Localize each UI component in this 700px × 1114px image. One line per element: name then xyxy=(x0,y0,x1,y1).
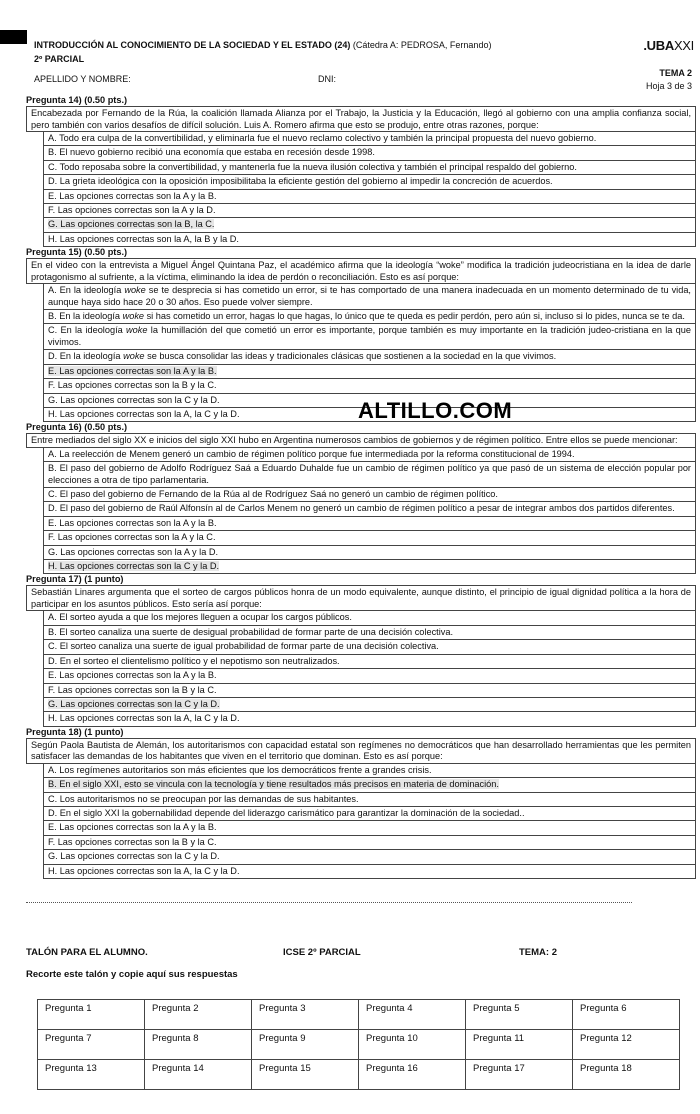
answer-cell[interactable]: Pregunta 16 xyxy=(359,1060,466,1090)
option-body: E. Las opciones correctas son la A y la B. xyxy=(48,190,217,201)
answer-option xyxy=(44,669,695,683)
answer-option xyxy=(44,448,695,462)
option-prefix: D. En la ideología xyxy=(48,351,124,362)
answer-cell[interactable]: Pregunta 11 xyxy=(466,1030,573,1060)
option-text xyxy=(48,713,240,723)
option-body: F. Las opciones correctas son la A y la D. xyxy=(48,205,216,216)
answer-grid-row xyxy=(38,1030,680,1060)
watermark: ALTILLO.COM xyxy=(358,398,513,423)
answer-option xyxy=(44,462,695,488)
option-body: G. Las opciones correctas son la C y la D. xyxy=(48,851,220,862)
option-text xyxy=(48,234,239,244)
answer-option xyxy=(44,350,695,364)
answer-cell[interactable]: Pregunta 3 xyxy=(252,1000,359,1030)
option-text xyxy=(48,656,340,666)
answer-option xyxy=(44,379,695,393)
exam-subtitle: 2º PARCIAL xyxy=(34,54,85,64)
option-text xyxy=(48,191,217,201)
option-body: F. Las opciones correctas son la B y la C. xyxy=(48,836,217,847)
answer-cell[interactable]: Pregunta 6 xyxy=(573,1000,680,1030)
highlighted-option-text xyxy=(48,366,217,376)
question-block xyxy=(26,727,696,879)
option-body: H. Las opciones correctas son la A, la C y la D. xyxy=(48,713,240,724)
cut-line xyxy=(26,902,632,903)
option-body: E. Las opciones correctas son la A y la B. xyxy=(48,517,217,528)
answer-grid-row xyxy=(38,1000,680,1030)
answer-cell[interactable]: Pregunta 8 xyxy=(145,1030,252,1060)
option-body: F. Las opciones correctas son la A y la C. xyxy=(48,532,216,543)
option-body: E. Las opciones correctas son la A y la B. xyxy=(48,822,217,833)
answer-option xyxy=(44,821,695,835)
option-body: D. El paso del gobierno de Raúl Alfonsín al de Carlos Menem no generó un cambio de régimen político a pesar de integrar ambos dos partidos diferentes. xyxy=(48,503,675,514)
page-number: Hoja 3 de 3 xyxy=(645,81,692,91)
answer-option xyxy=(44,284,695,310)
apellido-label: APELLIDO Y NOMBRE: xyxy=(34,74,131,84)
option-text xyxy=(48,685,217,695)
answer-cell[interactable]: Pregunta 14 xyxy=(145,1060,252,1090)
option-text xyxy=(48,285,691,306)
options-list xyxy=(43,611,696,726)
option-body: G. Las opciones correctas son la A y la D. xyxy=(48,546,219,557)
answer-cell[interactable]: Pregunta 17 xyxy=(466,1060,573,1090)
corner-black-bar xyxy=(0,30,27,44)
uba-xxi-logo xyxy=(643,38,694,53)
answer-option xyxy=(44,161,695,175)
answer-cell[interactable]: Pregunta 18 xyxy=(573,1060,680,1090)
question-block xyxy=(26,247,696,422)
answer-cell[interactable]: Pregunta 7 xyxy=(38,1030,145,1060)
talon-exam-name: ICSE 2º PARCIAL xyxy=(283,947,361,958)
question-stem: Encabezada por Fernando de la Rúa, la coalición llamada Alianza por el Trabajo, la Justicia y la Educación, llegó al gobierno con una amplia confianza social, pero también con varios desafíos de difícil solución. Luis A. Romero afirma que esto se produjo, entre otras razones, porque: xyxy=(26,106,696,132)
answer-cell[interactable]: Pregunta 10 xyxy=(359,1030,466,1060)
answer-option xyxy=(44,218,695,232)
answer-option xyxy=(44,546,695,560)
answer-option xyxy=(44,684,695,698)
answer-cell[interactable]: Pregunta 12 xyxy=(573,1030,680,1060)
answer-option xyxy=(44,807,695,821)
option-text xyxy=(48,325,691,346)
question-block xyxy=(26,422,696,574)
answer-option xyxy=(44,850,695,864)
course-title xyxy=(34,40,491,50)
catedra-text: (Cátedra A: PEDROSA, Fernando) xyxy=(352,40,492,50)
answer-cell[interactable]: Pregunta 9 xyxy=(252,1030,359,1060)
option-body: F. Las opciones correctas son la B y la C. xyxy=(48,380,217,391)
option-text xyxy=(48,449,575,459)
option-prefix: C. En la ideología xyxy=(48,325,127,336)
option-body: la humillación del que cometió un error es importante, porque también es muy importante en la tradición judeo-cristiana en la que vivimos. xyxy=(48,325,691,347)
highlighted-option-text xyxy=(48,779,499,789)
option-body: H. Las opciones correctas son la A, la C y la D. xyxy=(48,865,240,876)
option-text xyxy=(48,641,439,651)
answer-option xyxy=(44,324,695,350)
option-body: C. Los autoritarismos no se preocupan por las demandas de sus habitantes. xyxy=(48,793,359,804)
option-body: H. Las opciones correctas son la A, la C y la D. xyxy=(48,408,240,419)
recorte-instruction: Recorte este talón y copie aquí sus respuestas xyxy=(26,969,238,980)
option-emphasis: woke xyxy=(123,351,145,362)
option-body: E. Las opciones correctas son la A y la B. xyxy=(48,670,217,681)
option-body: B. En el siglo XXI, esto se vincula con la tecnología y tiene resultados más precisos en materia de dominación. xyxy=(48,779,499,790)
answer-cell[interactable]: Pregunta 13 xyxy=(38,1060,145,1090)
answer-option xyxy=(44,611,695,625)
answer-option xyxy=(44,560,695,574)
talon-tema: TEMA: 2 xyxy=(519,947,557,958)
option-body: A. Los regímenes autoritarios son más eficientes que los democráticos frente a grandes crisis. xyxy=(48,764,432,775)
question-stem: Entre mediados del siglo XX e inicios del siglo XXI hubo en Argentina numerosos cambios de gobiernos y de régimen político. Entre ellos se puede mencionar: xyxy=(26,433,696,448)
question-heading: Pregunta 17) (1 punto) xyxy=(26,574,124,585)
logo-xxi: XXI xyxy=(673,38,694,53)
option-prefix: B. En la ideología xyxy=(48,311,123,322)
option-prefix: A. En la ideología xyxy=(48,285,125,296)
answer-cell[interactable]: Pregunta 5 xyxy=(466,1000,573,1030)
option-body: G. Las opciones correctas son la B, la C. xyxy=(48,219,215,230)
option-body: G. Las opciones correctas son la C y la D. xyxy=(48,394,220,405)
option-body: C. Todo reposaba sobre la convertibilidad, y mantenerla fue la nueva ilusión colectiva y también el principal respaldo del gobierno. xyxy=(48,161,577,172)
option-text xyxy=(48,547,218,557)
question-block xyxy=(26,574,696,726)
option-text xyxy=(48,311,685,321)
answer-cell[interactable]: Pregunta 1 xyxy=(38,1000,145,1030)
option-body: B. El sorteo canaliza una suerte de desigual probabilidad de formar parte de una decisión colectiva. xyxy=(48,626,454,637)
answer-option xyxy=(44,764,695,778)
answer-option xyxy=(44,310,695,324)
option-text xyxy=(48,627,453,637)
option-body: G. Las opciones correctas son la C y la D. xyxy=(48,698,220,709)
answer-option xyxy=(44,836,695,850)
question-heading: Pregunta 14) (0.50 pts.) xyxy=(26,95,128,105)
logo-uba: .UBA xyxy=(643,38,674,53)
option-body: se busca consolidar las ideas y tradicionales clásicas que sostienen a la sociedad en la que vivimos. xyxy=(144,351,557,362)
option-text xyxy=(48,837,217,847)
option-emphasis: woke xyxy=(126,325,148,336)
question-stem: Según Paola Bautista de Alemán, los autoritarismos con capacidad estatal son regímenes no democráticos que han desarrollado herramientas que les permiten satisfacer las demandas de los habitantes que viven en el territorio que dominan. Esto es así porque: xyxy=(26,738,696,764)
answer-option xyxy=(44,698,695,712)
option-body: D. En el sorteo el clientelismo político y el nepotismo son neutralizados. xyxy=(48,655,340,666)
option-text xyxy=(48,395,220,405)
question-stem: Sebastián Linares argumenta que el sorteo de cargos públicos honra de un modo equivalente, aunque distinto, el principio de igual dignidad política a la hora de participar en los asuntos públicos. Esto sería así porque: xyxy=(26,585,696,611)
option-text xyxy=(48,808,525,818)
highlighted-option-text xyxy=(48,699,220,709)
option-text xyxy=(48,133,596,143)
talon-label: TALÓN PARA EL ALUMNO. xyxy=(26,947,148,958)
option-body: A. El sorteo ayuda a que los mejores lleguen a ocupar los cargos públicos. xyxy=(48,612,352,623)
answer-option xyxy=(44,502,695,516)
option-body: E. Las opciones correctas son la A y la B. xyxy=(48,365,217,376)
option-text xyxy=(48,851,220,861)
answer-option xyxy=(44,626,695,640)
option-text xyxy=(48,176,553,186)
answer-option xyxy=(44,132,695,146)
option-body: A. La reelección de Menem generó un cambio de régimen político porque fue intermediada por la reforma constitucional de 1994. xyxy=(48,448,575,459)
options-list xyxy=(43,448,696,575)
option-text xyxy=(48,205,216,215)
answer-option xyxy=(44,865,695,879)
option-body: se te desprecia si has cometido un error, si te has comportado de una manera inadecuada en un momento determinado de tu vida, aunque haya sido hace 20 o 30 años. Eso puede volver siempre. xyxy=(48,285,691,307)
option-body: F. Las opciones correctas son la B y la C. xyxy=(48,684,217,695)
option-emphasis: woke xyxy=(124,285,146,296)
option-body: D. La grieta ideológica con la oposición imposibilitaba la eficiente gestión del gobierno al impedir la concreción de acuerdos. xyxy=(48,176,553,187)
option-body: A. Todo era culpa de la convertibilidad, y eliminarla fue el nuevo reclamo colectivo y también la principal propuesta del nuevo gobierno. xyxy=(48,133,597,143)
answer-option xyxy=(44,365,695,379)
option-body: H. Las opciones correctas son la C y la D. xyxy=(48,561,220,572)
option-text xyxy=(48,380,217,390)
option-body: D. En el siglo XXI la gobernabilidad depende del liderazgo carismático para garantizar la dominación de la sociedad.. xyxy=(48,807,525,818)
option-body: B. El paso del gobierno de Adolfo Rodríguez Saá a Eduardo Duhalde fue un cambio de régimen político ya que pasó de un sistema de elección popular por elecciones a otra de tipo parlamentaria. xyxy=(48,463,691,485)
question-heading: Pregunta 15) (0.50 pts.) xyxy=(26,247,128,258)
option-body: B. El nuevo gobierno recibió una economía que estaba en recesión desde 1998. xyxy=(48,147,375,158)
question-heading: Pregunta 18) (1 punto) xyxy=(26,726,124,737)
highlighted-option-text xyxy=(48,561,219,571)
option-text xyxy=(48,351,556,361)
option-text xyxy=(48,162,577,172)
option-text xyxy=(48,866,240,876)
option-body: si has cometido un error, hagas lo que hagas, lo único que te queda es pedir perdón, pero aún si, incluso si lo pides, nunca se te da. xyxy=(144,311,685,322)
answer-cell[interactable]: Pregunta 15 xyxy=(252,1060,359,1090)
answer-cell[interactable]: Pregunta 2 xyxy=(145,1000,252,1030)
answer-option xyxy=(44,175,695,189)
question-heading: Pregunta 16) (0.50 pts.) xyxy=(26,422,128,433)
answer-option xyxy=(44,146,695,160)
option-text xyxy=(48,503,675,513)
answer-option xyxy=(44,517,695,531)
answer-option xyxy=(44,233,695,247)
course-title-text: INTRODUCCIÓN AL CONOCIMIENTO DE LA SOCIEDAD Y EL ESTADO (24) xyxy=(34,40,351,50)
option-body: C. El sorteo canaliza una suerte de igual probabilidad de formar parte de una decisión colectiva. xyxy=(48,641,439,652)
question-stem: En el video con la entrevista a Miguel Ángel Quintana Paz, el académico afirma que la ideología “woke” modifica la tradición judeocristiana en la idea de darle protagonismo al sufriente, a la víctima, eliminando la idea de perdón o reconciliación. Esto es así porque: xyxy=(26,258,696,284)
answer-option xyxy=(44,488,695,502)
answer-option xyxy=(44,655,695,669)
option-text xyxy=(48,147,375,157)
answer-grid xyxy=(37,999,680,1090)
option-emphasis: woke xyxy=(122,311,145,322)
answer-option xyxy=(44,712,695,726)
option-text xyxy=(48,463,691,484)
option-text xyxy=(48,409,240,419)
option-text xyxy=(48,794,359,804)
tema-label: TEMA 2 xyxy=(659,68,692,78)
answer-option xyxy=(44,531,695,545)
answer-option xyxy=(44,190,695,204)
answer-option xyxy=(44,778,695,792)
option-text xyxy=(48,518,217,528)
option-body: H. Las opciones correctas son la A, la B y la D. xyxy=(48,233,239,244)
option-text xyxy=(48,765,432,775)
answer-grid-row xyxy=(38,1060,680,1090)
option-text xyxy=(48,532,216,542)
answer-option xyxy=(44,204,695,218)
option-text xyxy=(48,822,217,832)
options-list xyxy=(43,764,696,879)
options-list xyxy=(43,132,696,247)
highlighted-option-text xyxy=(48,219,214,229)
dni-label: DNI: xyxy=(318,74,336,84)
answer-cell[interactable]: Pregunta 4 xyxy=(359,1000,466,1030)
option-body: C. El paso del gobierno de Fernando de la Rúa al de Rodríguez Saá no generó un cambio de régimen político. xyxy=(48,489,498,500)
option-text xyxy=(48,612,352,622)
questions-section xyxy=(26,95,696,879)
answer-option xyxy=(44,640,695,654)
answer-option xyxy=(44,793,695,807)
option-text xyxy=(48,670,217,680)
option-text xyxy=(48,489,498,499)
question-block xyxy=(26,95,696,247)
